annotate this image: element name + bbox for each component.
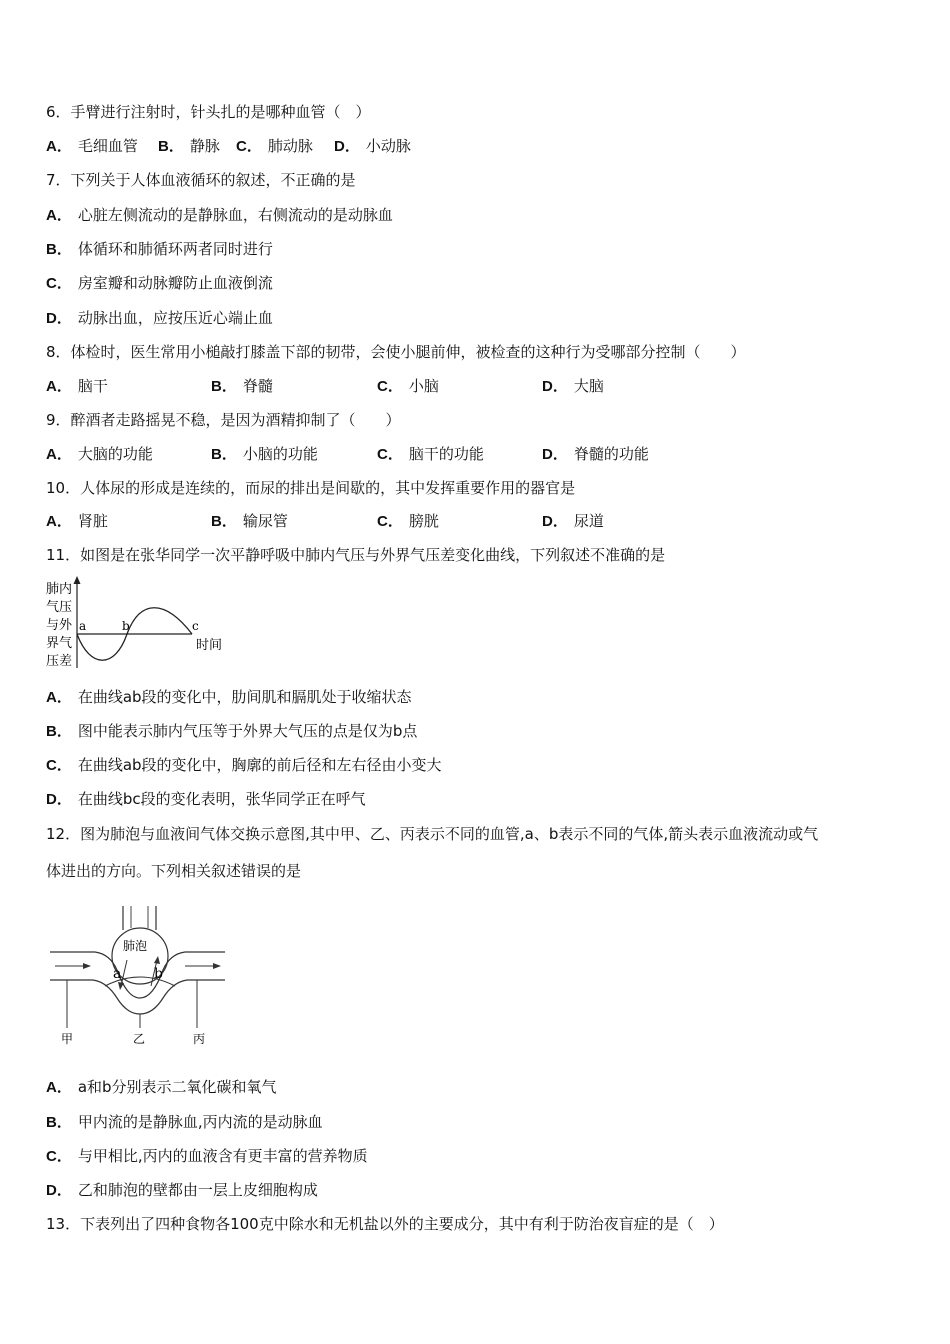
question-12-stem-continued: 体进出的方向。下列相关叙述错误的是 — [46, 862, 302, 880]
option-c[interactable]: C． 肺动脉 — [236, 137, 313, 155]
alveolus-label: 肺泡 — [123, 939, 148, 953]
flow-arrow-out-head — [213, 963, 221, 969]
question-11-option-d[interactable]: D． 在曲线bc段的变化表明，张华同学正在呼气 — [46, 790, 366, 808]
question-8-stem: 8．体检时，医生常用小槌敲打膝盖下部的韧带，会使小腿前伸，被检查的这种行为受哪部分控制（ ） — [46, 343, 746, 361]
vessel-bing-label: 丙 — [193, 1032, 206, 1046]
option-a[interactable]: A． 毛细血管 — [46, 137, 138, 155]
y-label-line-5: 压差 — [46, 654, 73, 669]
y-label-line-1: 肺内 — [46, 582, 73, 597]
gas-a-arrow — [121, 960, 127, 986]
y-label-line-2: 气压 — [46, 600, 73, 615]
point-c-label: c — [192, 619, 199, 633]
pressure-curve-figure — [40, 574, 240, 674]
question-13-stem: 13．下表列出了四种食物各100克中除水和无机盐以外的主要成分，其中有利于防治夜盲症的是（ ） — [46, 1215, 724, 1233]
option-c[interactable]: C． 小脑 — [377, 377, 439, 395]
question-12-stem: 12．图为肺泡与血液间气体交换示意图,其中甲、乙、丙表示不同的血管,a、b表示不同的气体,箭头表示血液流动或气 — [46, 825, 819, 843]
question-11-option-b[interactable]: B． 图中能表示肺内气压等于外界大气压的点是仅为b点 — [46, 722, 418, 740]
question-7-option-c[interactable]: C． 房室瓣和动脉瓣防止血液倒流 — [46, 274, 273, 292]
option-a[interactable]: A． 肾脏 — [46, 512, 108, 530]
point-a-label: a — [79, 619, 87, 633]
question-12-option-c[interactable]: C． 与甲相比,丙内的血液含有更丰富的营养物质 — [46, 1147, 368, 1165]
question-12-option-a[interactable]: A． a和b分别表示二氧化碳和氧气 — [46, 1078, 277, 1096]
question-11-option-a[interactable]: A． 在曲线ab段的变化中，肋间肌和膈肌处于收缩状态 — [46, 688, 412, 706]
option-a[interactable]: A． 大脑的功能 — [46, 445, 153, 463]
y-axis-arrow — [74, 576, 81, 584]
flow-arrow-in-head — [83, 963, 91, 969]
option-b[interactable]: B． 静脉 — [158, 137, 220, 155]
vessel-yi-label: 乙 — [133, 1032, 146, 1046]
capillary-upper-wall — [50, 952, 225, 998]
option-b[interactable]: B． 脊髓 — [211, 377, 273, 395]
gas-b-label: b — [154, 966, 163, 982]
option-b[interactable]: B． 输尿管 — [211, 512, 288, 530]
question-11-option-c[interactable]: C． 在曲线ab段的变化中，胸廓的前后径和左右径由小变大 — [46, 756, 442, 774]
option-d[interactable]: D． 尿道 — [542, 512, 604, 530]
question-9-options — [46, 444, 649, 465]
question-7-stem: 7．下列关于人体血液循环的叙述，不正确的是 — [46, 171, 356, 189]
point-b-label: b — [122, 619, 130, 633]
option-d[interactable]: D． 大脑 — [542, 377, 604, 395]
gas-a-label: a — [113, 966, 122, 982]
question-12-option-b[interactable]: B． 甲内流的是静脉血,丙内流的是动脉血 — [46, 1113, 323, 1131]
option-a[interactable]: A． 脑干 — [46, 377, 108, 395]
question-12-option-d[interactable]: D． 乙和肺泡的壁都由一层上皮细胞构成 — [46, 1181, 318, 1199]
option-d[interactable]: D． 脊髓的功能 — [542, 445, 649, 463]
x-label: 时间 — [196, 638, 223, 653]
question-11-stem: 11．如图是在张华同学一次平静呼吸中肺内气压与外界气压差变化曲线，下列叙述不准确的是 — [46, 546, 666, 564]
question-6-options — [46, 136, 411, 157]
alveolus-gas-exchange-figure — [45, 898, 225, 1048]
question-8-options — [46, 376, 604, 397]
question-9-stem: 9．醉酒者走路摇晃不稳，是因为酒精抑制了（ ） — [46, 411, 401, 429]
question-7-option-b[interactable]: B． 体循环和肺循环两者同时进行 — [46, 240, 273, 258]
option-c[interactable]: C． 膀胱 — [377, 512, 439, 530]
question-6-stem: 6．手臂进行注射时，针头扎的是哪种血管（ ） — [46, 103, 371, 121]
question-10-stem: 10．人体尿的形成是连续的，而尿的排出是间歇的，其中发挥重要作用的器官是 — [46, 479, 576, 497]
capillary-lower-wall — [50, 980, 225, 1014]
y-label-line-4: 界气 — [46, 636, 73, 651]
gas-b-arrow-head — [154, 956, 160, 964]
option-b[interactable]: B． 小脑的功能 — [211, 445, 318, 463]
question-7-option-d[interactable]: D． 动脉出血，应按压近心端止血 — [46, 309, 273, 327]
option-c[interactable]: C． 脑干的功能 — [377, 445, 484, 463]
gas-a-arrow-head — [118, 982, 124, 990]
option-d[interactable]: D． 小动脉 — [334, 137, 411, 155]
vessel-jia-label: 甲 — [61, 1032, 74, 1046]
y-label-line-3: 与外 — [46, 618, 73, 633]
question-10-options — [46, 511, 604, 532]
question-7-option-a[interactable]: A． 心脏左侧流动的是静脉血，右侧流动的是动脉血 — [46, 206, 393, 224]
